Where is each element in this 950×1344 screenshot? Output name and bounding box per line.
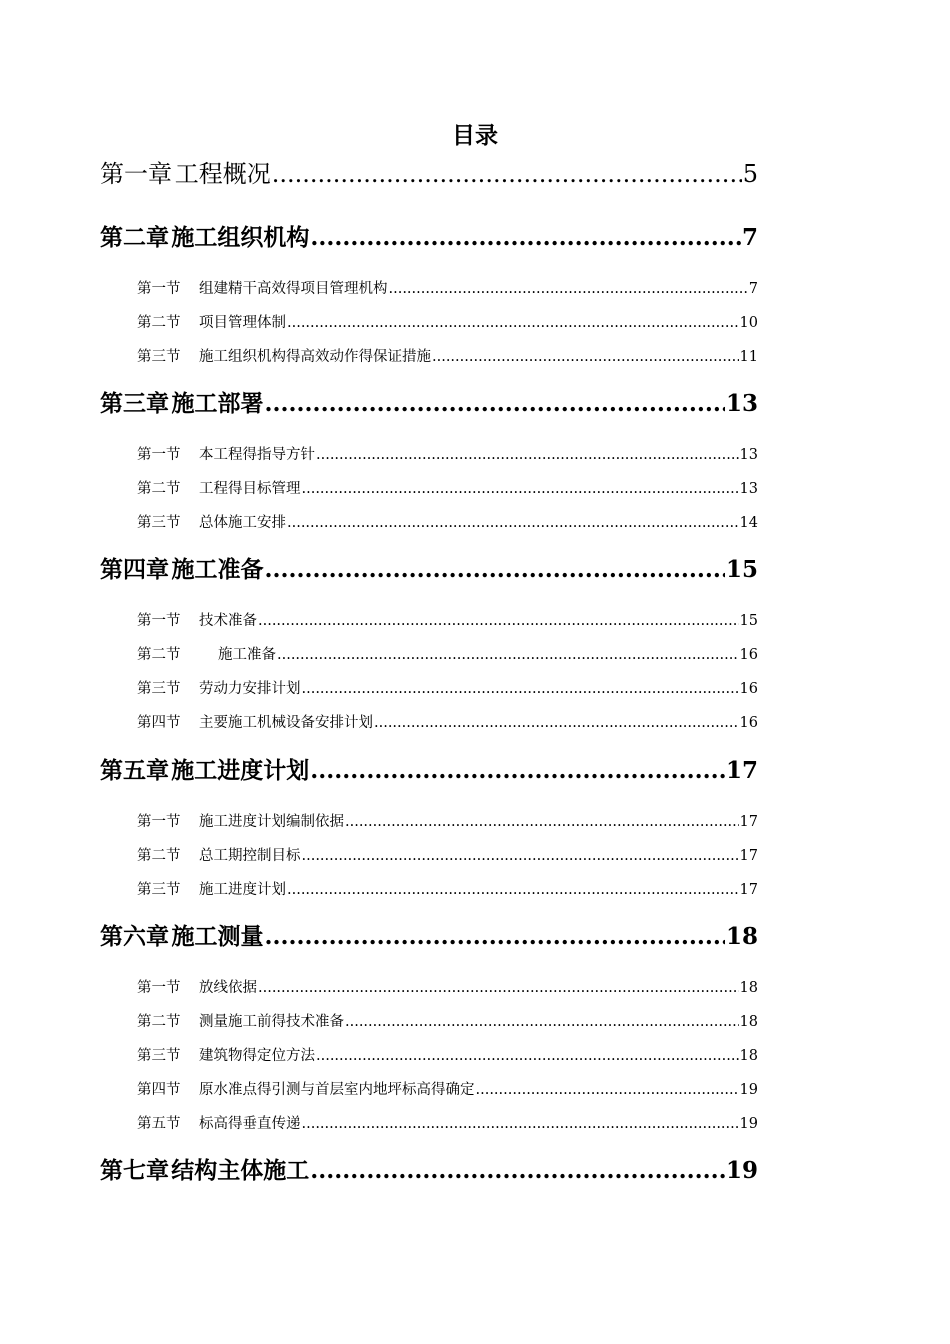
dot-leader — [345, 1012, 739, 1032]
dot-leader — [287, 313, 739, 333]
section-label: 第二节 — [137, 647, 181, 663]
toc-section[interactable] — [137, 479, 758, 499]
toc-section[interactable] — [137, 445, 758, 465]
chapter-label: 第二章 — [100, 224, 169, 251]
section-label: 第一节 — [137, 613, 181, 629]
page-number: 14 — [739, 515, 758, 531]
section-title: 组建精干高效得项目管理机构 — [199, 281, 388, 297]
dot-leader — [302, 479, 739, 499]
toc-section[interactable] — [137, 313, 758, 333]
chapter-title: 施工测量 — [171, 923, 264, 950]
section-title: 工程得目标管理 — [199, 481, 301, 497]
toc-chapter-5[interactable] — [100, 756, 758, 786]
chapter-label: 第五章 — [100, 757, 169, 784]
page-number: 13 — [725, 390, 758, 417]
toc-chapter-1[interactable] — [100, 159, 758, 189]
section-label: 第三节 — [137, 1048, 181, 1064]
toc-chapter-7[interactable] — [100, 1156, 758, 1186]
section-title: 项目管理体制 — [199, 315, 286, 331]
page-number: 17 — [725, 757, 758, 784]
page-number: 15 — [725, 556, 758, 583]
dot-leader — [316, 445, 739, 465]
chapter-label: 第三章 — [100, 390, 169, 417]
page-number: 18 — [739, 980, 758, 996]
chapter-label: 第七章 — [100, 1157, 169, 1184]
dot-leader — [265, 555, 725, 585]
page-number: 19 — [739, 1082, 758, 1098]
chapter-title: 结构主体施工 — [171, 1157, 310, 1184]
section-title: 总工期控制目标 — [199, 848, 301, 864]
dot-leader — [277, 645, 739, 665]
section-label: 第一节 — [137, 447, 181, 463]
toc-section[interactable] — [137, 846, 758, 866]
section-title: 放线依据 — [199, 980, 257, 996]
toc-section[interactable] — [137, 611, 758, 631]
dot-leader — [432, 347, 739, 367]
dot-leader — [476, 1080, 739, 1100]
page-number: 13 — [739, 447, 758, 463]
section-title: 劳动力安排计划 — [199, 681, 301, 697]
dot-leader — [302, 1114, 739, 1134]
chapter-title: 施工进度计划 — [171, 757, 310, 784]
page-number: 15 — [739, 613, 758, 629]
toc-title: 目录 — [452, 122, 498, 149]
page-number: 16 — [739, 715, 758, 731]
toc-section[interactable] — [137, 347, 758, 367]
chapter-title: 施工组织机构 — [171, 224, 310, 251]
dot-leader — [310, 756, 725, 786]
page-number: 17 — [739, 814, 758, 830]
section-title: 原水准点得引测与首层室内地坪标高得确定 — [199, 1082, 475, 1098]
toc-chapter-4[interactable] — [100, 555, 758, 585]
dot-leader — [389, 279, 748, 299]
section-title: 施工进度计划 — [199, 882, 286, 898]
toc-section[interactable] — [137, 279, 758, 299]
toc-section[interactable] — [137, 1114, 758, 1134]
page-number: 18 — [739, 1048, 758, 1064]
toc-section[interactable] — [137, 645, 758, 665]
dot-leader — [316, 1046, 739, 1066]
toc-section[interactable] — [137, 1012, 758, 1032]
page-number: 7 — [748, 281, 758, 297]
page-number: 16 — [739, 647, 758, 663]
toc-section[interactable] — [137, 812, 758, 832]
toc-section[interactable] — [137, 1080, 758, 1100]
dot-leader — [310, 1156, 725, 1186]
toc-section[interactable] — [137, 880, 758, 900]
section-title: 施工组织机构得高效动作得保证措施 — [199, 349, 431, 365]
toc-chapter-3[interactable] — [100, 389, 758, 419]
section-title: 技术准备 — [199, 613, 257, 629]
dot-leader — [287, 880, 739, 900]
chapter-title: 施工部署 — [171, 390, 264, 417]
toc-section[interactable] — [137, 978, 758, 998]
toc-chapter-2[interactable] — [100, 223, 758, 253]
section-title: 本工程得指导方针 — [199, 447, 315, 463]
section-label: 第二节 — [137, 848, 181, 864]
toc-section[interactable] — [137, 513, 758, 533]
section-label: 第一节 — [137, 814, 181, 830]
toc-section[interactable] — [137, 713, 758, 733]
page-number: 10 — [739, 315, 758, 331]
dot-leader — [265, 389, 725, 419]
dot-leader — [302, 846, 739, 866]
dot-leader — [345, 812, 739, 832]
page-number: 13 — [739, 481, 758, 497]
dot-leader — [287, 513, 739, 533]
section-label: 第四节 — [137, 715, 181, 731]
section-label: 第二节 — [137, 1014, 181, 1030]
section-label: 第一节 — [137, 980, 181, 996]
section-label: 第三节 — [137, 882, 181, 898]
section-label: 第三节 — [137, 515, 181, 531]
page-number: 16 — [739, 681, 758, 697]
section-title: 总体施工安排 — [199, 515, 286, 531]
chapter-label: 第一章 — [100, 160, 172, 188]
toc-section[interactable] — [137, 679, 758, 699]
page-number: 19 — [725, 1157, 758, 1184]
page-number: 19 — [739, 1116, 758, 1132]
chapter-label: 第六章 — [100, 923, 169, 950]
section-title: 施工准备 — [218, 647, 276, 663]
chapter-title: 施工准备 — [171, 556, 264, 583]
page-number: 17 — [739, 848, 758, 864]
page-number: 18 — [739, 1014, 758, 1030]
dot-leader — [258, 978, 739, 998]
section-title: 建筑物得定位方法 — [199, 1048, 315, 1064]
chapter-title: 工程概况 — [174, 160, 271, 188]
page-number: 7 — [741, 224, 758, 251]
toc-section[interactable] — [137, 1046, 758, 1066]
dot-leader — [258, 611, 739, 631]
section-title: 主要施工机械设备安排计划 — [199, 715, 373, 731]
page-number: 11 — [739, 349, 758, 365]
dot-leader — [272, 159, 742, 189]
dot-leader — [374, 713, 739, 733]
dot-leader — [265, 922, 725, 952]
section-title: 施工进度计划编制依据 — [199, 814, 344, 830]
section-label: 第三节 — [137, 681, 181, 697]
section-label: 第一节 — [137, 281, 181, 297]
page-number: 18 — [725, 923, 758, 950]
section-title: 测量施工前得技术准备 — [199, 1014, 344, 1030]
section-label: 第三节 — [137, 349, 181, 365]
dot-leader — [310, 223, 741, 253]
dot-leader — [302, 679, 739, 699]
section-label: 第二节 — [137, 481, 181, 497]
page-number: 17 — [739, 882, 758, 898]
section-label: 第五节 — [137, 1116, 181, 1132]
section-label: 第二节 — [137, 315, 181, 331]
section-title: 标高得垂直传递 — [199, 1116, 301, 1132]
page-number: 5 — [742, 160, 758, 188]
toc-chapter-6[interactable] — [100, 922, 758, 952]
section-label: 第四节 — [137, 1082, 181, 1098]
chapter-label: 第四章 — [100, 556, 169, 583]
